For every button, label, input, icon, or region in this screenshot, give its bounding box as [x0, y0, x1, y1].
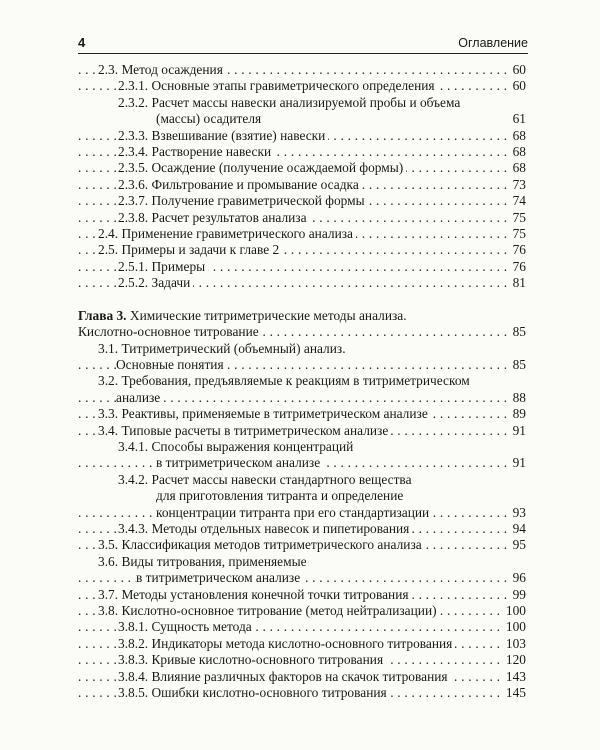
page-header: [78, 30, 528, 50]
toc-entry-continuation: [78, 455, 526, 471]
entry-number: 3.4.: [98, 422, 119, 438]
toc-entry: [78, 144, 526, 160]
entry-number: 2.3.3.: [118, 127, 149, 143]
entry-title: Кислотно-основное титрование (метод нейтрализации): [121, 603, 437, 618]
entry-number: 3.4.1.: [118, 438, 149, 454]
page-number: 4: [78, 35, 86, 50]
entry-title-continuation: Основные понятия: [116, 357, 227, 372]
toc-entry: [78, 652, 526, 668]
toc-entry-continuation: [78, 390, 526, 406]
entry-page: 99: [510, 587, 526, 603]
entry-title: Ошибки кислотно-основного титрования: [151, 685, 387, 701]
toc-entry: [78, 439, 526, 455]
entry-number: 3.8.1.: [118, 619, 149, 635]
entry-title: Получение гравиметрической формы: [151, 193, 365, 209]
entry-title-continuation: концентрации титранта при его стандартизации: [156, 505, 432, 520]
entry-title: Влияние различных факторов на скачок титрования: [151, 668, 448, 684]
entry-title: Индикаторы метода кислотно-основного титрования: [151, 635, 453, 651]
entry-page: 75: [510, 226, 526, 242]
entry-number: 3.4.2.: [118, 471, 149, 487]
entry-number: 3.5.: [98, 537, 119, 553]
entry-title: Метод осаждения: [121, 62, 223, 77]
entry-title: Реактивы, применяемые в титриметрическом анализе: [121, 406, 428, 422]
toc-entry-continuation: [78, 111, 526, 127]
toc-entry-continuation: [78, 488, 526, 504]
entry-title: Титриметрический (объемный) анализ.: [121, 340, 346, 356]
toc-entry: [78, 210, 526, 226]
toc-entry: [78, 521, 526, 537]
entry-title-continuation: в титриметрическом анализе: [136, 570, 303, 585]
entry-page: 95: [510, 537, 526, 553]
entry-number: 2.5.2.: [118, 275, 149, 291]
entry-page: 103: [503, 636, 526, 652]
entry-number: 2.5.: [98, 242, 119, 258]
toc-entry-continuation: [78, 570, 526, 586]
toc-entry: [78, 406, 526, 422]
toc-entry: [78, 373, 526, 389]
toc-entry: [78, 193, 526, 209]
entry-page: 76: [510, 259, 526, 275]
entry-title: Задачи: [151, 275, 191, 291]
entry-title: Осаждение (получение осаждаемой формы): [151, 160, 404, 176]
toc-entry: [78, 160, 526, 176]
entry-page: 93: [510, 505, 526, 521]
entry-page: 88: [510, 390, 526, 406]
toc-entry: [78, 226, 526, 242]
toc-entry-continuation: [78, 357, 526, 373]
chapter-label: Глава 3.: [78, 307, 127, 323]
entry-title: Сущность метода: [151, 619, 252, 635]
entry-title: Расчет результатов анализа: [151, 209, 307, 225]
header-title: Оглавление: [458, 36, 528, 50]
toc-entry: [78, 423, 526, 439]
entry-title: Фильтрование и промывание осадка: [151, 176, 359, 192]
entry-title: Методы отдельных навесок и пипетирования: [151, 520, 410, 536]
entry-title: Методы установления конечной точки титрования: [121, 586, 409, 602]
entry-number: 2.3.1.: [118, 78, 149, 94]
entry-title: Классификация методов титриметрического анализа: [121, 537, 422, 553]
entry-page: 60: [510, 78, 526, 94]
entry-page: 94: [510, 521, 526, 537]
entry-number: 2.3.8.: [118, 209, 149, 225]
entry-title: Виды титрования, применяемые: [121, 553, 307, 569]
entry-title: Способы выражения концентраций: [151, 438, 354, 454]
toc-entry: [78, 95, 526, 111]
toc-entry: [78, 636, 526, 652]
entry-title-continuation: в титриметрическом анализе: [156, 455, 323, 470]
toc-entry: [78, 619, 526, 635]
entry-title: Примеры и задачи к главе 2: [121, 242, 280, 258]
toc-entry: [78, 78, 526, 94]
entry-title: Расчет массы навески стандартного вещества: [151, 471, 412, 487]
entry-page: 68: [510, 160, 526, 176]
toc-entry: [78, 472, 526, 488]
entry-number: 3.8.4.: [118, 668, 149, 684]
entry-page: 100: [503, 603, 526, 619]
toc-entry: [78, 177, 526, 193]
chapter-heading-continuation: [78, 324, 526, 340]
entry-title: Требования, предъявляемые к реакциям в титриметрическом: [121, 373, 470, 389]
entry-number: 3.7.: [98, 586, 119, 602]
entry-page: 81: [510, 275, 526, 291]
header-rule: [78, 53, 528, 54]
entry-number: 3.8.2.: [118, 635, 149, 651]
toc-entry: [78, 669, 526, 685]
entry-number: 2.5.1.: [118, 258, 149, 274]
toc-entry: [78, 341, 526, 357]
toc-entry: [78, 128, 526, 144]
entry-page: 68: [510, 128, 526, 144]
chapter-heading: [78, 308, 526, 324]
entry-page: 145: [503, 685, 526, 701]
entry-title-continuation: (массы) осадителя: [156, 111, 264, 126]
entry-page: 61: [510, 111, 526, 127]
entry-number: 3.6.: [98, 553, 119, 569]
entry-number: 2.3.4.: [118, 144, 149, 160]
entry-page: 89: [510, 406, 526, 422]
entry-page: 60: [510, 62, 526, 78]
table-of-contents: [78, 62, 526, 701]
entry-number: 3.8.5.: [118, 685, 149, 701]
entry-number: 2.3.: [98, 62, 119, 77]
entry-title: Примеры: [151, 258, 206, 274]
entry-title: Типовые расчеты в титриметрическом анализе: [121, 422, 389, 438]
chapter-spacer: [78, 292, 526, 308]
entry-number: 2.4.: [98, 226, 119, 242]
entry-title: Расчет массы навески анализируемой пробы и объема: [151, 94, 461, 110]
entry-page: 120: [503, 652, 526, 668]
toc-entry: [78, 685, 526, 701]
entry-page: 75: [510, 210, 526, 226]
toc-entry: [78, 554, 526, 570]
entry-number: 2.3.5.: [118, 160, 149, 176]
entry-page: 96: [510, 570, 526, 586]
entry-page: 73: [510, 177, 526, 193]
entry-number: 3.8.3.: [118, 652, 149, 668]
entry-number: 3.3.: [98, 406, 119, 422]
entry-number: 3.1.: [98, 340, 119, 356]
entry-page: 143: [503, 669, 526, 685]
entry-title-continuation: анализе: [116, 390, 163, 405]
chapter-title-continuation: Кислотно-основное титрование: [78, 324, 262, 339]
entry-title: Взвешивание (взятие) навески: [151, 127, 326, 143]
toc-entry: [78, 62, 526, 78]
toc-entry: [78, 259, 526, 275]
toc-entry: [78, 603, 526, 619]
entry-number: 2.3.7.: [118, 193, 149, 209]
entry-title: Кривые кислотно-основного титрования: [151, 652, 384, 668]
entry-number: 2.3.6.: [118, 176, 149, 192]
toc-entry: [78, 587, 526, 603]
entry-page: 100: [503, 619, 526, 635]
entry-number: 3.2.: [98, 373, 119, 389]
chapter-title: Химические титриметрические методы анализа.: [129, 307, 407, 323]
toc-entry: [78, 537, 526, 553]
entry-title: Применение гравиметрического анализа: [121, 226, 353, 242]
entry-page: 85: [510, 324, 526, 340]
entry-page: 74: [510, 193, 526, 209]
toc-entry: [78, 275, 526, 291]
entry-page: 91: [510, 455, 526, 471]
entry-number: 2.3.2.: [118, 94, 149, 110]
entry-title: Растворение навески: [151, 144, 272, 160]
entry-page: 91: [510, 423, 526, 439]
toc-entry: [78, 242, 526, 258]
toc-entry-continuation: [78, 505, 526, 521]
entry-page: 76: [510, 242, 526, 258]
entry-title: Основные этапы гравиметрического определения: [151, 78, 435, 94]
entry-number: 3.4.3.: [118, 520, 149, 536]
entry-page: 85: [510, 357, 526, 373]
entry-page: 68: [510, 144, 526, 160]
entry-number: 3.8.: [98, 603, 119, 618]
entry-title-continuation: для приготовления титранта и определение: [156, 488, 406, 503]
